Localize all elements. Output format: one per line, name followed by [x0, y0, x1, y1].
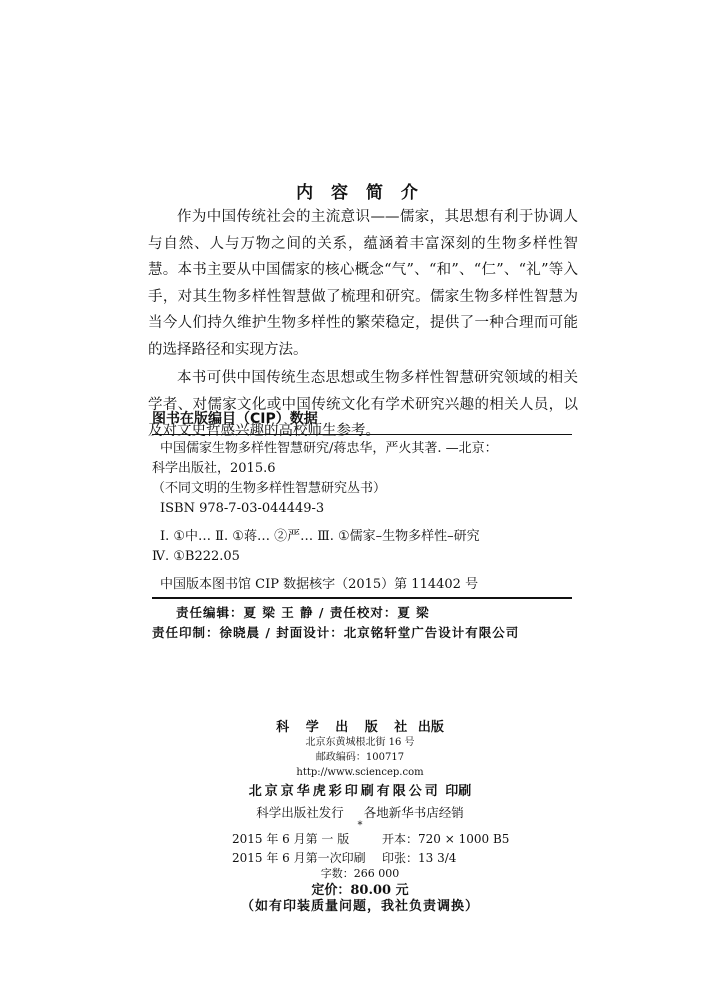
spec-words: 字数：266 000 [320, 867, 400, 880]
edition-specs [232, 830, 532, 868]
printer-name: 北京京华虎彩印刷有限公司 [248, 784, 441, 799]
cip-isbn: ISBN 978-7-03-044449-3 [160, 501, 325, 516]
summary-paragraph-2: 本书可供中国传统生态思想或生物多样性智慧研究领域的相关学者、对儒家文化或中国传统文化有学术研究兴趣的相关人员，以及对文史哲感兴趣的高校师生参考。 [148, 370, 578, 439]
publisher-postcode: 邮政编码：100717 [315, 752, 405, 763]
cip-bottom-rule [152, 597, 572, 599]
cip-title-line: 中国儒家生物多样性智慧研究/蒋忠华，严火其著. —北京： [160, 441, 498, 456]
cip-heading: 图书在版编目（CIP）数据 [152, 411, 318, 427]
publisher-address: 北京东黄城根北街 16 号 [305, 737, 415, 748]
cip-class-line-2: Ⅳ. ①B222.05 [152, 549, 240, 564]
cip-record [152, 439, 572, 519]
editors-line-1: 责任编辑：夏 梁 王 静 / 责任校对：夏 梁 [176, 605, 430, 620]
editors-block [152, 603, 592, 643]
spec-row-1 [232, 830, 532, 849]
distribution-line [0, 803, 720, 821]
spec-format: 开本：720 × 1000 B5 [382, 832, 510, 846]
cip-class-line-1: Ⅰ. ①中… Ⅱ. ①蒋… ②严… Ⅲ. ①儒家–生物多样性–研究 [160, 529, 480, 544]
summary-title: 内 容 简 介 [296, 183, 424, 203]
publisher-website: http://www.sciencep.com [296, 767, 424, 778]
publisher-line [0, 716, 720, 735]
spec-edition: 2015 年 6 月第 一 版 [232, 832, 350, 846]
distribution-publisher: 科学出版社发行 [256, 805, 344, 820]
separator-star: * [357, 820, 363, 831]
cip-publisher-line: 科学出版社，2015.6 [152, 461, 276, 476]
publisher-details [0, 735, 720, 780]
editors-line-2: 责任印制：徐晓晨 / 封面设计：北京铭轩堂广告设计有限公司 [152, 625, 520, 640]
spec-sheets: 印张：13 3/4 [382, 851, 457, 865]
publisher-suffix: 出版 [417, 720, 444, 735]
cip-series-line: （不同文明的生物多样性智慧研究丛书） [152, 481, 387, 496]
spec-price: 定价：80.00 元 [311, 883, 409, 898]
quality-notice: （如有印装质量问题，我社负责调换） [240, 899, 479, 914]
printer-line [0, 780, 720, 799]
cip-top-rule [152, 434, 572, 435]
cip-classification [152, 527, 572, 567]
spec-printing: 2015 年 6 月第一次印刷 [232, 851, 366, 865]
printer-suffix: 印刷 [445, 784, 472, 799]
summary-paragraph-1: 作为中国传统社会的主流意识——儒家，其思想有利于协调人与自然、人与万物之间的关系，蕴涵着丰富深刻的生物多样性智慧。本书主要从中国儒家的核心概念“气”、“和”、“仁”、“礼”等入手，对其生物多样性智慧做了梳理和研究。儒家生物多样性智慧为当今人们持久维护生物多样性的繁荣稳定，提供了一种合理而可能的选择路径和实现方法。 [148, 209, 578, 358]
publisher-name: 科 学 出 版 社 [276, 720, 414, 735]
distribution-sellers: 各地新华书店经销 [363, 805, 464, 820]
cip-number-block [152, 575, 572, 595]
cip-number: 中国版本图书馆 CIP 数据核字（2015）第 114402 号 [160, 577, 479, 592]
